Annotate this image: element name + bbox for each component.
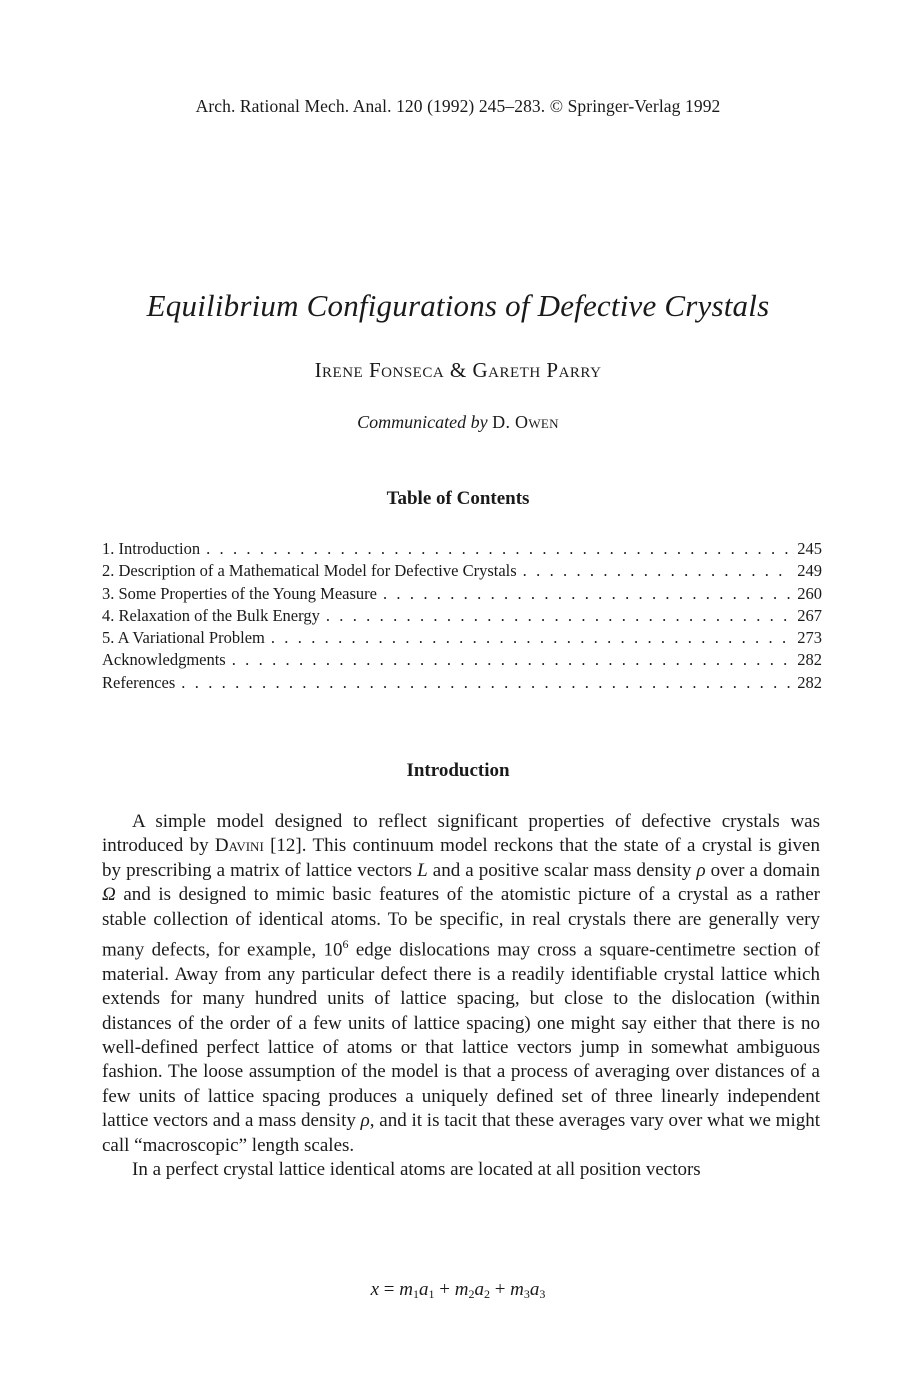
eq-lhs: x — [370, 1279, 380, 1300]
toc-entry-acknowledgments — [102, 649, 822, 671]
table-of-contents — [102, 538, 822, 694]
toc-leader-dots — [523, 560, 792, 582]
paragraph — [102, 810, 820, 1158]
eq-sub: 2 — [483, 1287, 490, 1301]
eq-sub: 1 — [412, 1287, 419, 1301]
toc-entry-variational-problem — [102, 627, 822, 649]
communicated-prefix: Communicated by — [357, 412, 488, 432]
toc-leader-dots — [232, 649, 792, 671]
exponent: 6 — [342, 937, 349, 952]
eq-sub: 2 — [468, 1287, 475, 1301]
text-run: over a domain — [705, 859, 821, 881]
eq-equals: = — [379, 1279, 400, 1300]
toc-entry-page: 245 — [797, 539, 822, 558]
symbol-rho: ρ — [360, 1110, 370, 1132]
toc-leader-dots — [271, 627, 791, 649]
eq-sub: 3 — [539, 1287, 546, 1301]
toc-entry-relaxation — [102, 605, 822, 627]
introduction-body — [102, 810, 820, 1182]
toc-entry-young-measure — [102, 583, 822, 605]
paper-authors: Irene Fonseca & Gareth Parry — [314, 358, 602, 382]
symbol-rho: ρ — [696, 859, 706, 881]
cited-author: Davini — [214, 835, 264, 857]
toc-leader-dots — [383, 583, 791, 605]
toc-entry-label: 2. Description of a Mathematical Model for Defective Crystals — [102, 561, 517, 581]
eq-a2: a — [474, 1279, 484, 1300]
section-heading-introduction: Introduction — [406, 760, 510, 781]
eq-m3: m — [510, 1279, 524, 1300]
symbol-omega: Ω — [102, 884, 116, 906]
toc-heading: Table of Contents — [386, 488, 530, 509]
eq-sub: 3 — [523, 1287, 530, 1301]
text-run: and a positive scalar mass density — [427, 859, 697, 881]
display-equation — [0, 1279, 916, 1302]
paper-title: Equilibrium Configurations of Defective Crystals — [146, 288, 770, 323]
eq-a3: a — [529, 1279, 540, 1300]
toc-leader-dots — [326, 605, 791, 627]
toc-entry-label: Acknowledgments — [102, 650, 226, 670]
toc-entry-label: 5. A Variational Problem — [102, 628, 265, 648]
symbol-L: L — [417, 859, 428, 881]
text-run: and is designed to mimic basic features of the atomistic picture of a crystal as a rather stable collection of identical atoms. To be specific, in real crystals there are generally very many defects, for example, 10 — [102, 884, 820, 961]
toc-entry-label: 1. Introduction — [102, 539, 201, 558]
communicated-line — [0, 412, 916, 433]
text-run: , and it is tacit that these averages vary over what we might call “macroscopic” length scales. — [102, 1110, 820, 1156]
toc-leader-dots — [206, 538, 791, 560]
eq-a1: a — [418, 1279, 429, 1300]
text-run: [12]. This continuum model reckons that the state of a crystal is given by prescribing a matrix of lattice vectors — [102, 835, 820, 881]
communicating-editor: D. Owen — [492, 412, 559, 432]
toc-entry-page: 282 — [797, 672, 822, 692]
toc-entry-model-description — [102, 560, 822, 582]
text-run: edge dislocations may cross a square-centimetre section of material. Away from any particular defect there is a readily identifiable crystal lattice which extends for many hundred units of lattice spacing, but close to the dislocation (within distances of the order of a few units of lattice spacing) one might say either that there is no well-defined perfect lattice of atoms or that lattice vectors jump in somewhat ambiguous fashion. The loose assumption of the model is that a process of averaging over distances of a few units of lattice spacing produces a uniquely defined set of three linearly independent lattice vectors and a mass density — [102, 939, 820, 1132]
eq-sub: 1 — [428, 1287, 435, 1301]
text-run: A simple model designed to reflect significant properties of defective crystals was introduced by — [102, 811, 820, 857]
toc-leader-dots — [181, 672, 791, 694]
toc-entry-references — [102, 672, 822, 694]
toc-entry-page: 249 — [797, 561, 822, 581]
toc-entry-label: References — [102, 672, 176, 692]
paragraph: In a perfect crystal lattice identical atoms are located at all position vectors — [132, 1159, 701, 1181]
toc-entry-page: 282 — [797, 650, 822, 670]
eq-plus: + — [489, 1279, 511, 1300]
toc-entry-page: 273 — [797, 628, 822, 648]
toc-entry-label: 4. Relaxation of the Bulk Energy — [102, 605, 320, 625]
toc-entry-label: 3. Some Properties of the Young Measure — [102, 583, 377, 603]
eq-m2: m — [454, 1279, 469, 1300]
toc-entry-page: 260 — [797, 583, 822, 603]
toc-entry-page: 267 — [797, 605, 822, 625]
eq-plus: + — [434, 1279, 455, 1300]
toc-entry-introduction — [102, 538, 822, 560]
eq-m1: m — [399, 1279, 413, 1300]
journal-citation: Arch. Rational Mech. Anal. 120 (1992) 245–283. © Springer-Verlag 1992 — [195, 96, 721, 116]
